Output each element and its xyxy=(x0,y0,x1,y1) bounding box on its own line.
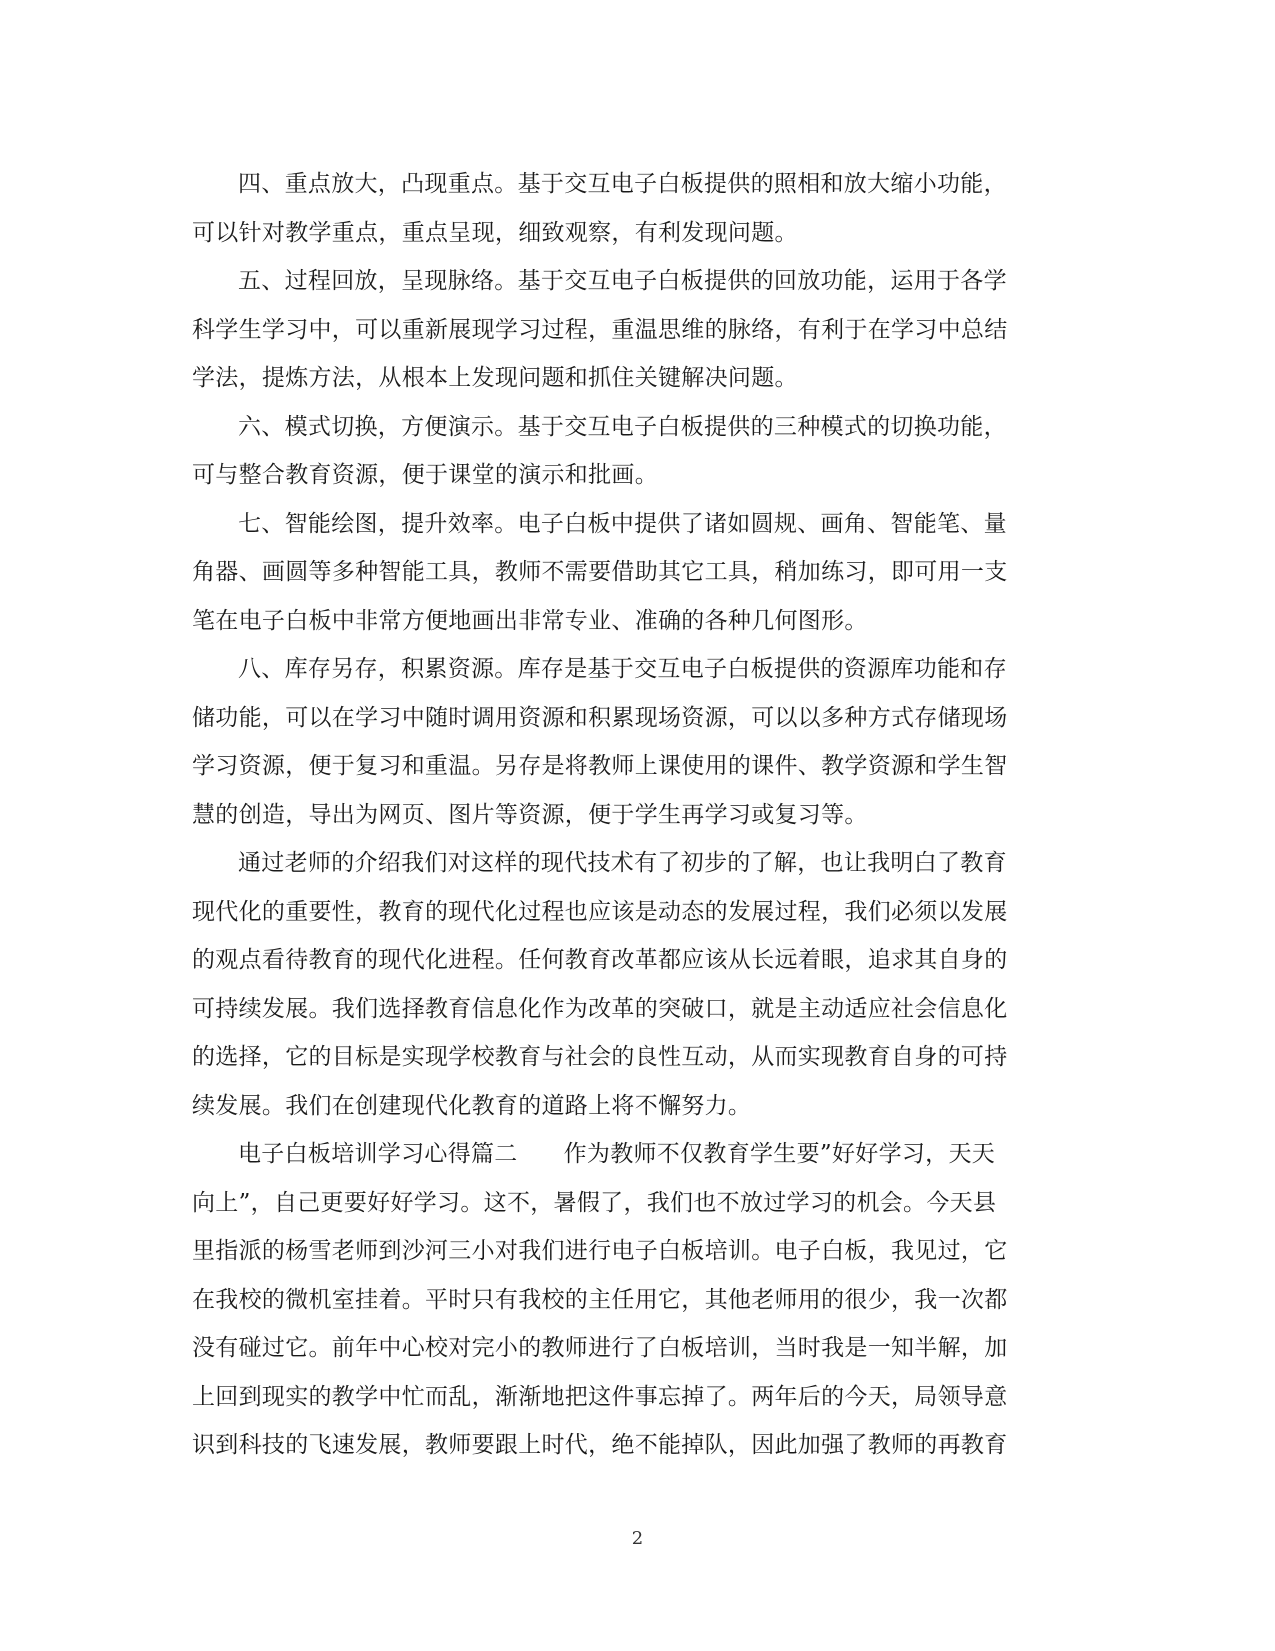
paragraph-4 xyxy=(192,160,1062,257)
text-line: 可与整合教育资源，便于课堂的演示和批画。 xyxy=(192,462,658,488)
text-line: 里指派的杨雪老师到沙河三小对我们进行电子白板培训。电子白板，我见过，它 xyxy=(192,1238,1008,1264)
paragraph-7 xyxy=(192,500,1062,646)
text-line: 五、过程回放，呈现脉络。基于交互电子白板提供的回放功能，运用于各学 xyxy=(238,268,1007,294)
page-number: 2 xyxy=(631,1528,644,1549)
text-line: 慧的创造，导出为网页、图片等资源，便于学生再学习或复习等。 xyxy=(192,801,868,828)
text-line: 的观点看待教育的现代化进程。任何教育改革都应该从长远着眼，追求其自身的 xyxy=(192,947,1008,973)
text-line: 在我校的微机室挂着。平时只有我校的主任用它，其他老师用的很少，我一次都 xyxy=(192,1286,1008,1313)
text-line: 续发展。我们在创建现代化教育的道路上将不懈努力。 xyxy=(192,1092,752,1119)
text-line: 学习资源，便于复习和重温。另存是将教师上课使用的课件、教学资源和学生智 xyxy=(192,753,1008,779)
text-line: 笔在电子白板中非常方便地画出非常专业、准确的各种几何图形。 xyxy=(192,607,868,634)
text-line: 现代化的重要性，教育的现代化过程也应该是动态的发展过程，我们必须以发展 xyxy=(192,898,1008,925)
first-line-text: 作为教师不仅教育学生要”好好学习，天天 xyxy=(563,1141,996,1167)
paragraph-part-two xyxy=(192,1130,1062,1470)
text-line: 学法，提炼方法，从根本上发现问题和抓住关键解决问题。 xyxy=(192,365,798,391)
text-line: 六、模式切换，方便演示。基于交互电子白板提供的三种模式的切换功能， xyxy=(238,413,1007,440)
text-line: 可持续发展。我们选择教育信息化作为改革的突破口，就是主动适应社会信息化 xyxy=(192,995,1008,1022)
paragraph-6 xyxy=(192,403,1062,500)
document-body xyxy=(192,160,1062,1470)
text-line: 通过老师的介绍我们对这样的现代技术有了初步的了解，也让我明白了教育 xyxy=(238,850,1007,876)
text-line: 角器、画圆等多种智能工具，教师不需要借助其它工具，稍加练习，即可用一支 xyxy=(192,559,1008,585)
text-line: 八、库存另存，积累资源。库存是基于交互电子白板提供的资源库功能和存 xyxy=(238,656,1007,682)
text-line xyxy=(192,1130,1062,1179)
paragraph-summary xyxy=(192,839,1062,1130)
paragraph-8 xyxy=(192,645,1062,839)
text-line: 没有碰过它。前年中心校对完小的教师进行了白板培训，当时我是一知半解，加 xyxy=(192,1335,1008,1361)
text-line: 向上”，自己更要好好学习。这不，暑假了，我们也不放过学习的机会。今天县 xyxy=(192,1189,997,1216)
text-line: 七、智能绘图，提升效率。电子白板中提供了诸如圆规、画角、智能笔、量 xyxy=(238,510,1007,537)
paragraph-5 xyxy=(192,257,1062,403)
section-heading: 电子白板培训学习心得篇二 xyxy=(238,1141,518,1167)
text-line: 可以针对教学重点，重点呈现，细致观察，有利发现问题。 xyxy=(192,219,798,246)
text-line: 的选择，它的目标是实现学校教育与社会的良性互动，从而实现教育自身的可持 xyxy=(192,1044,1008,1070)
text-line: 科学生学习中，可以重新展现学习过程，重温思维的脉络，有利于在学习中总结 xyxy=(192,316,1008,343)
text-line: 识到科技的飞速发展，教师要跟上时代，绝不能掉队，因此加强了教师的再教育 xyxy=(192,1432,1008,1458)
text-line: 储功能，可以在学习中随时调用资源和积累现场资源，可以以多种方式存储现场 xyxy=(192,704,1008,731)
text-line: 上回到现实的教学中忙而乱，渐渐地把这件事忘掉了。两年后的今天，局领导意 xyxy=(192,1383,1008,1410)
text-line: 四、重点放大，凸现重点。基于交互电子白板提供的照相和放大缩小功能， xyxy=(238,171,1007,197)
